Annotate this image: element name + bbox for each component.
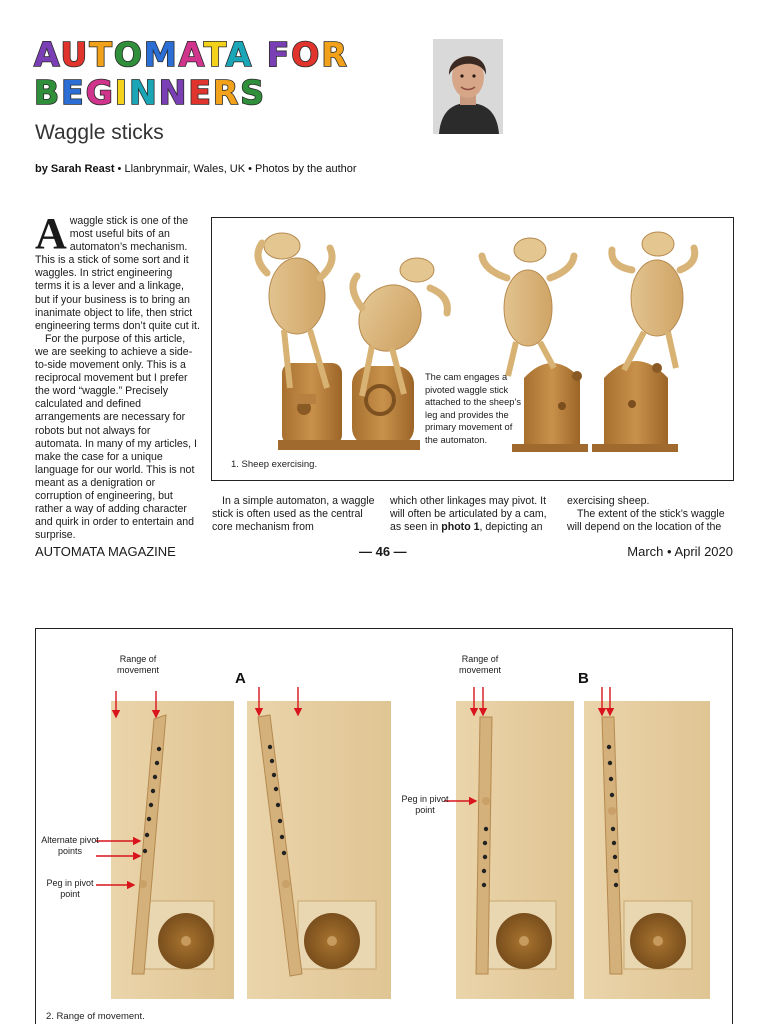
label-peg-in-pivot-point-a: Peg in pivot point	[46, 878, 94, 899]
byline-location: • Llanbrynmair, Wales, UK • Photos by the author	[114, 163, 357, 175]
photo-1-caption: 1. Sheep exercising.	[231, 459, 318, 470]
waggle-stick-illustration	[36, 629, 734, 1024]
photo-1-sheep-exercising	[211, 217, 734, 481]
paragraph-1-text: waggle stick is one of the most useful bits of an automaton’s mechanism. This is a stick of some sort and it waggles. In strict engineering terms it is a lever and a linkage, but if your business is to bring an inanimate object to life, then strict engineering terms don’t quite cut it.	[35, 215, 200, 332]
title-letter: F	[266, 35, 292, 74]
author-photo	[433, 39, 503, 134]
footer-magazine-name: AUTOMATA MAGAZINE	[35, 544, 176, 559]
title-letter: A	[178, 35, 204, 74]
board-a-right	[247, 701, 391, 999]
title-line-2-letters	[34, 73, 266, 112]
title-letter: A	[34, 35, 61, 74]
title-letter: R	[321, 35, 349, 74]
title-letter: S	[240, 73, 267, 112]
photo-1-callout: The cam engages a pivoted waggle stick attached to the sheep’s leg and provides the primary movement of the automaton.	[425, 372, 521, 445]
title-letter: T	[89, 35, 114, 74]
article-paragraph-1	[35, 209, 200, 333]
label-range-of-movement-a: Range of movement	[116, 654, 160, 675]
title-letter: N	[129, 73, 159, 112]
article-column-3	[390, 495, 560, 534]
photo-2-caption: 2. Range of movement.	[46, 1011, 145, 1022]
title-letter: G	[85, 73, 115, 112]
column-3-text	[390, 495, 560, 534]
title-letter: I	[114, 73, 130, 112]
title-letter: E	[61, 73, 86, 112]
photo-1-reference: photo 1	[441, 521, 480, 534]
drop-cap: A	[35, 209, 67, 258]
footer-issue-date: March • April 2020	[627, 544, 733, 559]
column-4-text-b: The extent of the stick’s waggle will depend on the location of the	[567, 508, 725, 534]
title-line-1-letters	[34, 35, 349, 74]
column-3-text-a: which other linkages may pivot. It will often be articulated by a cam, as seen in	[390, 495, 547, 534]
panel-label-b: B	[578, 670, 589, 687]
sheep-automaton-4	[592, 232, 695, 452]
title-letter: U	[60, 35, 90, 74]
title-letter: O	[113, 35, 144, 74]
photo-2-range-of-movement	[35, 628, 733, 1024]
article-column-4	[567, 495, 733, 534]
article-column-2	[212, 495, 380, 534]
article-column-1	[35, 209, 200, 542]
label-alternate-pivot-points: Alternate pivot points	[41, 835, 99, 856]
column-2-text: In a simple automaton, a waggle stick is often used as the central core mechanism from	[212, 495, 375, 534]
title-letter: R	[212, 73, 241, 112]
title-line-2	[34, 74, 424, 112]
label-peg-in-pivot-point-b: Peg in pivot point	[401, 794, 449, 815]
panel-label-a: A	[235, 670, 246, 687]
article-subtitle: Waggle sticks	[35, 121, 164, 144]
column-4-text-a: exercising sheep.	[567, 495, 650, 507]
board-a-left	[111, 701, 234, 999]
title-letter	[253, 35, 267, 74]
magazine-column-title	[34, 36, 424, 112]
byline-author: by Sarah Reast	[35, 163, 115, 175]
title-letter: O	[291, 35, 322, 74]
title-letter: B	[34, 73, 62, 112]
article-paragraph-2: For the purpose of this article, we are seeking to achieve a side-to-side movement only. This is a reciprocal movement but I prefer the word “waggle.” Precisely calculated and defined arrangements are necessary for robots but not always for automata. In many of my articles, I make the case for a unique language for our world. This is not meant as a denigration or corruption of engineering, but rather a way of adding character and quirk in order to entertain and surprise.	[35, 332, 197, 542]
title-letter: M	[143, 35, 179, 74]
board-b-right	[584, 701, 710, 999]
title-letter: N	[158, 73, 189, 112]
title-letter: T	[203, 35, 226, 74]
byline	[35, 163, 357, 175]
title-letter: E	[188, 73, 213, 112]
title-letter: A	[225, 35, 254, 74]
board-b-left	[456, 701, 574, 999]
title-line-1	[34, 36, 424, 74]
label-range-of-movement-b: Range of movement	[458, 654, 502, 675]
column-3-text-b: , depicting an	[479, 521, 543, 534]
footer-page-number: — 46 —	[359, 544, 407, 559]
sheep-automaton-1	[258, 233, 348, 450]
